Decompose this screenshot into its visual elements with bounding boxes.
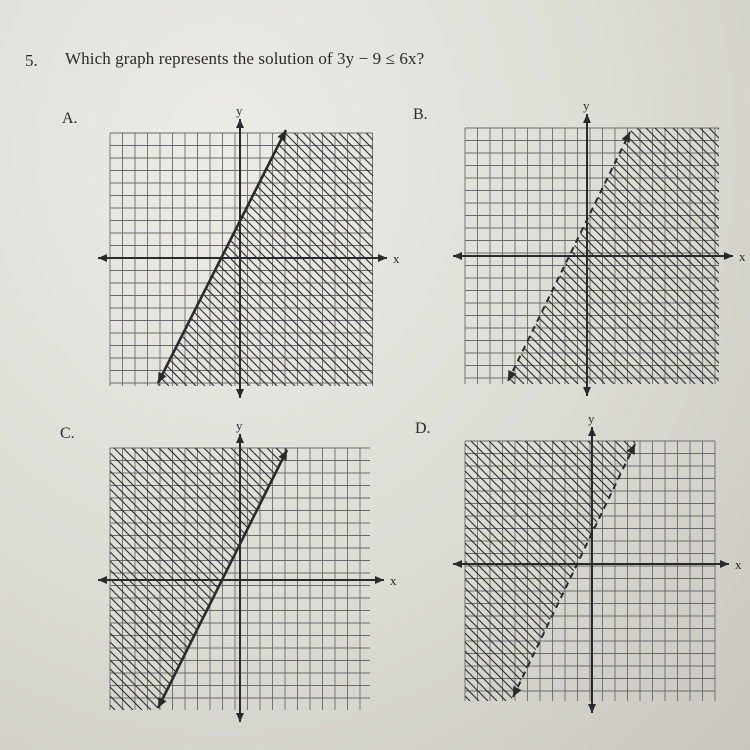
option-c-graph[interactable] [100,418,400,718]
x-arrow-left [98,576,107,584]
hatch-line [534,441,750,701]
boundary-arrow-bottom [513,686,521,697]
hatch-line [381,441,641,701]
hatch-line [0,448,88,710]
hatch-line [714,441,750,701]
x-arrow-right [724,252,733,260]
hatch-line [588,441,750,701]
hatch-line [0,133,115,386]
hatch-line [408,441,668,701]
x-axis-label: x [390,573,397,588]
hatch-line [642,441,750,701]
hatch-line [0,448,79,710]
hatch-line [570,441,750,701]
hatch-line [480,441,740,701]
x-axis-label: x [739,249,746,264]
y-arrow-down [588,704,596,713]
hatch-line [453,441,713,701]
hatch-line [0,133,70,386]
hatch-line [498,441,750,701]
hatch-line [579,441,750,701]
hatch-line [0,133,79,386]
hatch-line [0,448,115,710]
option-a-graph[interactable] [100,100,400,400]
hatch-line [471,441,731,701]
grid [110,133,373,386]
option-a-label[interactable]: A. [62,110,78,127]
x-arrow-left [453,252,462,260]
hatch-line [705,441,750,701]
x-arrow-right [375,576,384,584]
hatch-line [0,448,97,710]
y-arrow-up [236,434,244,443]
option-b-graph[interactable] [455,98,750,398]
y-arrow-up [236,119,244,128]
y-axis-label: y [583,98,590,113]
boundary-line [158,130,286,383]
x-axis-label: x [393,251,400,266]
x-arrow-left [98,254,107,262]
hatch-line [696,441,750,701]
y-axis-label: y [236,103,243,118]
hatch-line [0,133,106,386]
hatch-line [390,441,650,701]
hatch-line [0,133,97,386]
y-arrow-up [588,427,596,436]
y-arrow-down [236,713,244,722]
x-arrow-right [378,254,387,262]
hatch-line [624,441,750,701]
hatch-line [633,441,750,701]
option-c-label[interactable]: C. [60,425,75,442]
hatch-line [0,133,88,386]
y-arrow-down [236,389,244,398]
hatch-line [0,448,106,710]
x-axis-label: x [735,557,742,572]
hatch-line [543,441,750,701]
option-d-graph[interactable] [455,411,745,714]
hatch-line [741,441,750,701]
option-d-label[interactable]: D. [415,420,431,437]
hatch-line [507,441,750,701]
option-b-label[interactable]: B. [413,106,428,123]
question-number: 5. [25,51,38,70]
hatch-line [597,441,750,701]
hatch-line [745,128,750,384]
y-arrow-up [583,114,591,123]
y-axis-label: y [236,418,243,433]
hatch-line [363,441,623,701]
hatch-line [489,441,749,701]
question-text: Which graph represents the solution of 3y − 9 ≤ 6x? [65,49,425,68]
x-arrow-right [720,560,729,568]
y-axis-label: y [588,411,595,426]
hatch-line [561,441,750,701]
hatch-line [525,441,750,701]
hatch-line [615,441,750,701]
hatch-line [417,441,677,701]
hatch-line [0,448,70,710]
x-arrow-left [453,560,462,568]
y-arrow-down [583,387,591,396]
